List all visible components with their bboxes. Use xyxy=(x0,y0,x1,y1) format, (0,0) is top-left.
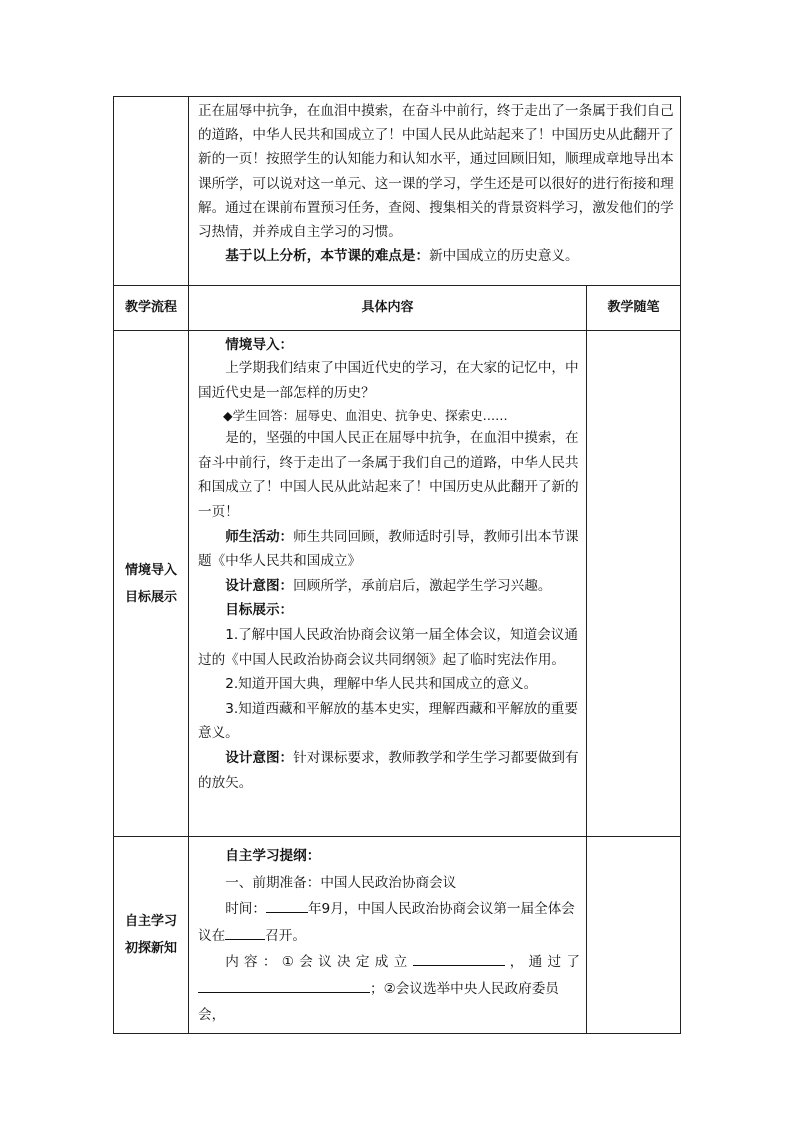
section1-label-line1: 情境导入 xyxy=(124,562,177,578)
header-content-label: 具体内容 xyxy=(361,300,414,315)
section1-label-line2: 目标展示 xyxy=(124,589,177,605)
section1-notes-cell xyxy=(587,331,681,837)
header-flow-label: 教学流程 xyxy=(124,300,177,315)
section-self-study-row xyxy=(114,837,681,1034)
intro-left-cell xyxy=(114,97,189,286)
section2-label-line2: 初探新知 xyxy=(124,940,177,956)
place-blank[interactable] xyxy=(225,925,265,940)
section1-content-cell xyxy=(189,331,587,837)
document-blank[interactable] xyxy=(198,978,370,993)
header-row xyxy=(114,286,681,331)
difficulty-line xyxy=(198,244,674,268)
header-flow xyxy=(114,286,189,331)
intro-cell xyxy=(189,97,681,286)
design1-label: 设计意图： xyxy=(225,577,294,594)
student-answer: ◆学生回答：屈辱史、血泪史、抗争史、探索史…… xyxy=(223,408,508,424)
header-content xyxy=(189,286,587,331)
difficulty-value: 新中国成立的历史意义。 xyxy=(429,248,579,265)
content-line: 内容：①会议决定成立 ，通过了 xyxy=(198,949,580,976)
section2-label-line1: 自主学习 xyxy=(124,913,177,929)
section1-p1: 上学期我们结束了中国近代史的学习，在大家的记忆中，中国近代史是一部怎样的历史？ xyxy=(198,360,579,401)
section2-heading: 自主学习提纲： xyxy=(225,848,321,864)
section2-label-cell xyxy=(114,837,189,1034)
section1-label-cell xyxy=(114,331,189,837)
goal-1: 1.了解中国人民政治协商会议第一届全体会议，知道会议通过的《中国人民政治协商会议共同纲领》起了临时宪法作用。 xyxy=(198,626,578,668)
section1-p2: 是的，坚强的中国人民正在屈辱中抗争，在血泪中摸索，在奋斗中前行，终于走出了一条属于我们自己的道路，中华人民共和国成立了！中国人民从此站起来了！中国历史从此翻开了新的一页！ xyxy=(198,430,579,520)
goal-3: 3.知道西藏和平解放的基本史实，理解西藏和平解放的重要意义。 xyxy=(198,700,578,742)
goals-heading: 目标展示： xyxy=(225,602,294,619)
time-line: 时间： 年9月，中国人民政治协商会议第一届全体会议在 召开。 xyxy=(198,896,580,949)
lesson-plan-table xyxy=(113,96,681,1034)
activity-text: 师生共同回顾，教师适时引导，教师引出本节课题《中华人民共和国成立》 xyxy=(198,528,579,570)
intro-row xyxy=(114,97,681,286)
design1-text: 回顾所学，承前启后，激起学生学习兴趣。 xyxy=(293,577,552,594)
design2-text: 针对课标要求，教师教学和学生学习都要做到有的放矢。 xyxy=(198,749,579,791)
section-intro-goals-row xyxy=(114,331,681,837)
difficulty-label: 基于以上分析，本节课的难点是： xyxy=(225,248,430,265)
section2-sub1: 一、前期准备：中国人民政治协商会议 xyxy=(225,874,457,891)
section2-content-cell xyxy=(189,837,587,1034)
intro-paragraph: 正在屈辱中抗争，在血泪中摸索，在奋斗中前行，终于走出了一条属于我们自己的道路，中华人民共和国成立了！中国人民从此站起来了！中国历史从此翻开了新的一页！按照学生的认知能力和认知水平，通过回顾旧知，顺理成章地导出本课所学，可以说对这一单元、这一课的学习，学生还是可以很好的进行衔接和理解。通过在课前布置预习任务，查阅、搜集相关的背景资料学习，激发他们的学习热情，并养成自主学习的习惯。 xyxy=(198,103,674,241)
header-notes-label: 教学随笔 xyxy=(607,300,660,315)
design2-label: 设计意图： xyxy=(225,749,294,766)
content-line-2: ；②会议选举中央人民政府委员会， xyxy=(198,976,580,1029)
activity-label: 师生活动： xyxy=(225,528,294,545)
header-notes xyxy=(587,286,681,331)
year-blank[interactable] xyxy=(266,898,308,913)
section2-notes-cell xyxy=(587,837,681,1034)
goal-2: 2.知道开国大典，理解中华人民共和国成立的意义。 xyxy=(225,676,538,693)
section1-heading: 情境导入： xyxy=(225,337,294,353)
organization-blank[interactable] xyxy=(413,951,505,966)
